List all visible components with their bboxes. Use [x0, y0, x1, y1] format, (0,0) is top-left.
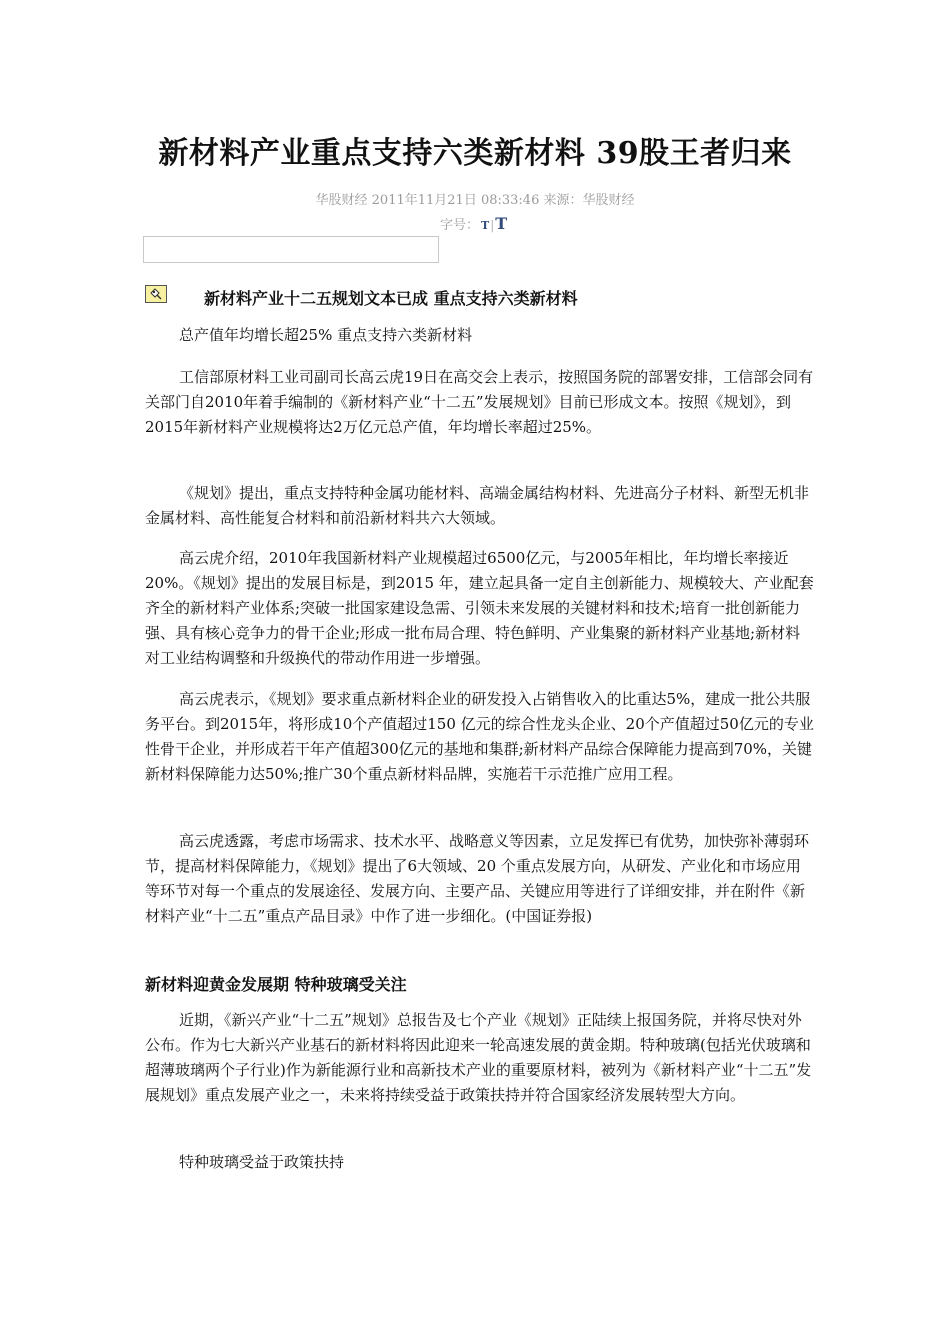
- font-size-small-button[interactable]: T: [481, 219, 490, 232]
- paragraph-subtitle: 总产值年均增长超25% 重点支持六类新材料: [179, 326, 473, 344]
- article-meta: 华股财经 2011年11月21日 08:33:46 来源：华股财经: [315, 193, 635, 208]
- paragraph: 高云虎介绍，2010年我国新材料产业规模超过6500亿元，与2005年相比，年均增长率接近20%。《规划》提出的发展目标是，到2015 年，建立起具备一定自主创新能力、规模较大、产业配套齐全的新材料产业体系;突破一批国家建设急需、引领未来发展的关键材料和技术;培育一批创新能力强、具有核心竞争力的骨干企业;形成一批布局合理、特色鲜明、产业集聚的新材料产业基地;新材料对工业结构调整和升级换代的带动作用进一步增强。: [145, 549, 814, 667]
- paragraph: 高云虎表示，《规划》要求重点新材料企业的研发投入占销售收入的比重达5%，建成一批公共服务平台。到2015年，将形成10个产值超过150 亿元的综合性龙头企业、20个产值超过50亿元的专业性骨干企业，并形成若干年产值超300亿元的基地和集群;新材料产品综合保障能力提高到70%，关键新材料保障能力达50%;推广30个重点新材料品牌，实施若干示范推广应用工程。: [145, 690, 814, 783]
- article-title: 新材料产业重点支持六类新材料 39股王者归来: [158, 136, 792, 171]
- font-size-control: [440, 214, 507, 233]
- section-heading: 新材料迎黄金发展期 特种玻璃受关注: [145, 975, 407, 994]
- section-heading: 新材料产业十二五规划文本已成 重点支持六类新材料: [204, 289, 578, 308]
- paragraph: 《规划》提出，重点支持特种金属功能材料、高端金属结构材料、先进高分子材料、新型无机非金属材料、高性能复合材料和前沿新材料共六大领域。: [145, 484, 810, 527]
- font-size-label: 字号：: [440, 218, 480, 233]
- text-input-box[interactable]: [143, 236, 439, 263]
- paragraph: 近期，《新兴产业“十二五”规划》总报告及七个产业《规划》正陆续上报国务院，并将尽快对外公布。作为七大新兴产业基石的新材料将因此迎来一轮高速发展的黄金期。特种玻璃(包括光伏玻璃和超薄玻璃两个子行业)作为新能源行业和高新技术产业的重要原材料，被列为《新材料产业“十二五”发展规划》重点发展产业之一，未来将持续受益于政策扶持并符合国家经济发展转型大方向。: [145, 1011, 812, 1104]
- image-placeholder-icon: [145, 285, 167, 303]
- paragraph: 高云虎透露，考虑市场需求、技术水平、战略意义等因素，立足发挥已有优势，加快弥补薄弱环节，提高材料保障能力，《规划》提出了6大领域、20 个重点发展方向，从研发、产业化和市场应用等环节对每一个重点的发展途径、发展方向、主要产品、关键应用等进行了详细安排，并在附件《新材料产业“十二五”重点产品目录》中作了进一步细化。(中国证券报): [145, 832, 810, 925]
- paragraph: 特种玻璃受益于政策扶持: [179, 1153, 345, 1171]
- paragraph: 工信部原材料工业司副司长高云虎19日在高交会上表示，按照国务院的部署安排，工信部会同有关部门自2010年着手编制的《新材料产业“十二五”发展规划》目前已形成文本。按照《规划》，到2015年新材料产业规模将达2万亿元总产值，年均增长率超过25%。: [145, 368, 814, 436]
- font-size-separator: |: [490, 218, 495, 232]
- font-size-large-button[interactable]: T: [495, 214, 508, 233]
